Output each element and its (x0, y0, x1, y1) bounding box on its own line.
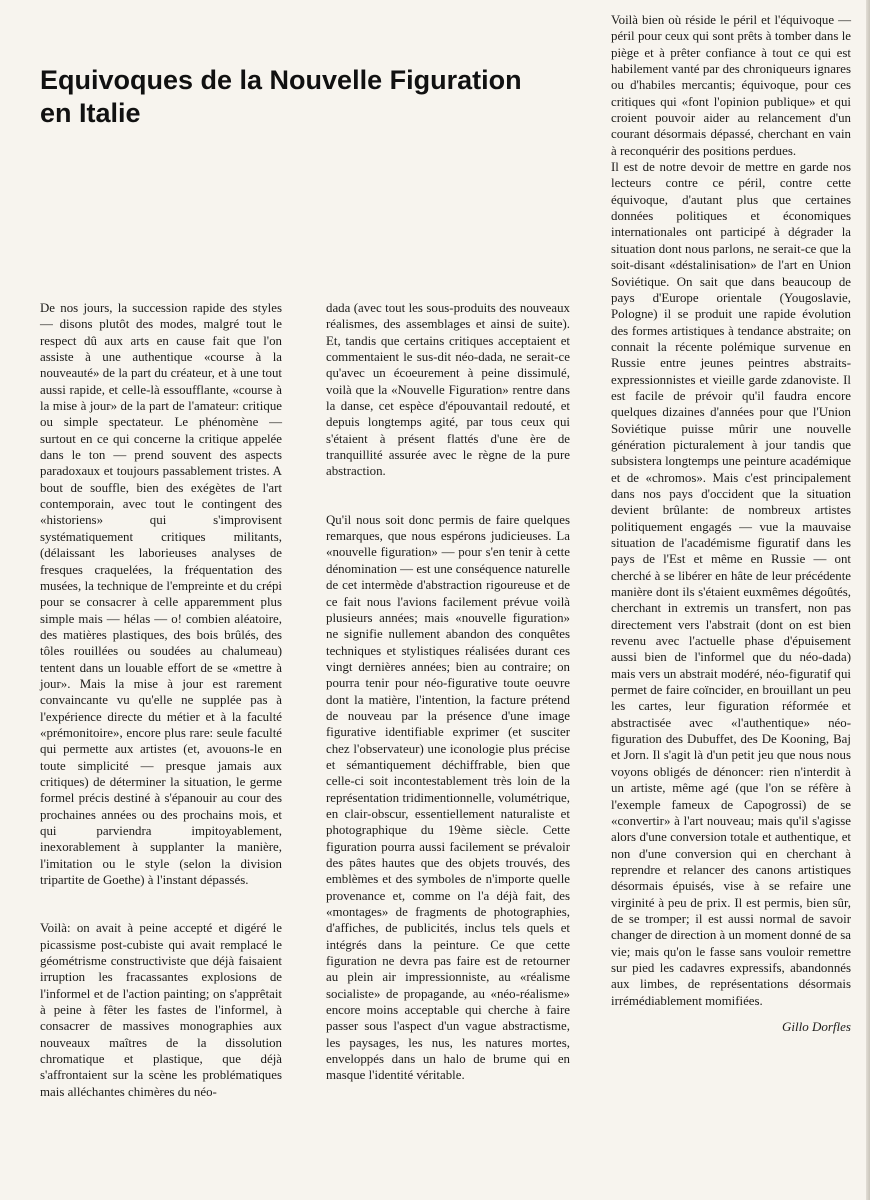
paragraph: Qu'il nous soit donc permis de faire quelques remarques, que nous espérons judicieuses. La «nouvelle figuration» — pour s'en tenir à cette dénomination — est une conséquence naturelle de cet intermède d'abstraction rigoureuse et de ce fait nous l'avions facilement prévue voilà plusieurs années; mais «nouvelle figuration» ne signifie nullement abandon des conquêtes techniques et stylistiques réalisées durant ces vingt dernières années; bien au contraire; on pourra tenir pour néo-figurative toute oeuvre dont la matière, l'intention, la facture prétend de nouveau par la présence d'une image figurative identifiable exprimer (et susciter chez l'observateur) une iconologie plus précise et sémantiquement déchiffrable, bien que celle-ci soit incontestablement très loin de la représentation tridimentionnelle, volumétrique, en clair-obscur, essentiellement naturaliste et photographique du 19ème siècle. Cette figuration pourra aussi facilement se prévaloir des pâtes hautes que des objets trouvés, des emblèmes et des symboles de n'importe quelle provenance et, comme on l'a déjà fait, des «montages» de fragments de photographies, d'affiches, de publicités, inclus tels quels et intégrés dans la peinture. Ce que cette figuration ne devra pas faire est de retourner au plein air impressionniste, au «réalisme socialiste» de propagande, au «néo-réalisme» encore moins acceptable qui cherche à faire passer sous l'aspect d'un vague abstractisme, les paysages, les nus, les natures mortes, enveloppés dans un halo de brume qui en masque l'identité véritable. (326, 512, 570, 1083)
text-column-2 (326, 300, 570, 1084)
article-title: Equivoques de la Nouvelle Figuration en Italie (40, 65, 522, 128)
text-column-3 (611, 12, 851, 1035)
paragraph: De nos jours, la succession rapide des styles — disons plutôt des modes, malgré tout le respect dû aux arts en cause fait que l'on assiste à une authentique «course à la nouveauté» de la part du créateur, et à une tout aussi rapide, et celle-là essoufflante, «course à la mise à jour» de la part de l'amateur: critique ou simple spectateur. Le phénomène — surtout en ce qui concerne la critique appelée dans le ton — prend souvent des aspects paradoxaux et toujours passablement tristes. A bout de souffle, bien des exégètes de l'art contemporain, avec tout le contingent des «historiens» qui s'improvisent systématiquement critiques militants, (délaissant les laborieuses analyses de fresques craquelées, la fréquentation des musées, la technique de l'empreinte et du crépi pour se consacrer à celle apparemment plus simple mais — hélas — o! combien aléatoire, des matières plastiques, des bois brûlés, des tôles rouillées ou soudées au chalumeau) tentent dans un louable effort de se «mettre à jour». Mais la mise à jour est rarement convaincante vu qu'elle ne supplée pas à l'expérience directe du métier et à la faculté «prémonitoire», encore plus rare: seule faculté qui permette aux artistes (et, avouons-le en toute simplicité — presque jamais aux critiques) de déterminer la situation, le germe formel précis destiné à s'épanouir au cour des prochaines années ou des prochains mois, et qui parviendra impitoyablement, inexorablement à supplanter la manière, l'imitation ou le style (selon la division tripartite de Goethe) à l'instant dépassés. (40, 301, 282, 888)
paragraph: Voilà: on avait à peine accepté et digéré le picassisme post-cubiste qui avait remplacé le géométrisme constructiviste que déjà faisaient irruption les fracassantes explosions de l'informel et de l'action painting; on s'apprêtait à peine à fêter les fastes de l'informel, à consacrer de massives monographies aux nouveaux maîtres de la dissolution chromatique et plastique, que déjà s'affrontaient sur la scène les problématiques mais alléchantes chimères du néo- (40, 921, 282, 1099)
paragraph: Il est de notre devoir de mettre en garde nos lecteurs contre ce péril, contre cette équivoque, d'autant plus que certaines données politiques et économiques internationales ont participé à dégrader la situation dont nous parlons, ne serait-ce que la soit-disant «déstalinisation» de l'art en Union Soviétique. On sait que dans beaucoup de pays d'Europe orientale (Yougoslavie, Pologne) il se produit une rapide évolution des formes artistiques à tendance abstraite; on connait la récente polémique survenue en Russie entre jeunes peintres abstraits-expressionnistes et vieille garde zdanoviste. Il est facile de prévoir qu'il faudra encore quelques dizaines d'années pour que l'Union Soviétique puisse mûrir une nouvelle génération picturalement à jour tandis que subsistera longtemps une peinture académique et de «chromos». Mais c'est principalement dans nos pays d'occident que la situation devient brûlante: de nombreux artistes politiquement engagés — vue la mauvaise situation de l'académisme figuratif dans les pays de l'Est et même en Russie — ont cherché à se libérer en hâte de leur précédente manière dont ils s'étaient euxmêmes dégoûtés, cherchant in extremis un transfert, non pas directement vers l'abstrait (dont on est bien revenu avec l'actuelle phase d'épuisement aussi bien de l'informel que du néo-dada) mais vers un abstrait modéré, néo-figuratif qui permet de faire coïncider, en brouillant un peu les cartes, leur figuration réformée et abstractisée avec «l'authentique» néo-figuration des Dubuffet, des De Kooning, Baj et Jorn. Il s'agit là d'un petit jeu que nous nous voyons obligés de dénoncer: rien n'interdit à un artiste, même agé (que l'on se réfère à l'exemple fameux de Capogrossi) de se «convertir» à l'art nouveau; mais qu'il s'agisse alors d'une conversion totale et authentique, et non d'une conversion qui en cherchant à reprendre et relancer des canons artistiques désormais épuisés, vise à se refaire une virginité à peu de prix. Il est permis, bien sûr, de se tromper; il est aussi normal de savoir changer de direction à un moment donné de sa vie; mais qu'on le fasse sans vouloir remettre sur pied les cadavres expressifs, abandonnés aux limbes, de représentations désormais irrémédiablement momifiées. (611, 160, 851, 1008)
paragraph: Voilà bien où réside le péril et l'équivoque — péril pour ceux qui sont prêts à tomber dans le piège et à prêter confiance à tout ce qui est habilement vanté par des chroniqueurs ignares ou d'habiles mercantis; équivoque, pour ces critiques qui «font l'opinion publique» et qui croient pouvoir aider au relancement d'un courant désormais dépassé, cherchant en vain à reconquérir des positions perdues. (611, 13, 851, 158)
page-edge-shadow (866, 0, 870, 1200)
author-signature: Gillo Dorfles (782, 1018, 851, 1034)
text-column-1 (40, 300, 282, 1100)
paragraph: dada (avec tout les sous-produits des nouveaux réalismes, des assemblages et ainsi de suite). Et, tandis que certains critiques acceptaient et commentaient le sus-dit néo-dada, ne serait-ce qu'avec un écoeurement à peine dissimulé, voilà que la «Nouvelle Figuration» rentre dans la danse, cet espèce d'épouvantail redouté, et depuis longtemps agité, par tous ceux qui s'étaient à présent flattés d'une ère de tranquillité assurée avec le règne de la pure abstraction. (326, 301, 570, 479)
